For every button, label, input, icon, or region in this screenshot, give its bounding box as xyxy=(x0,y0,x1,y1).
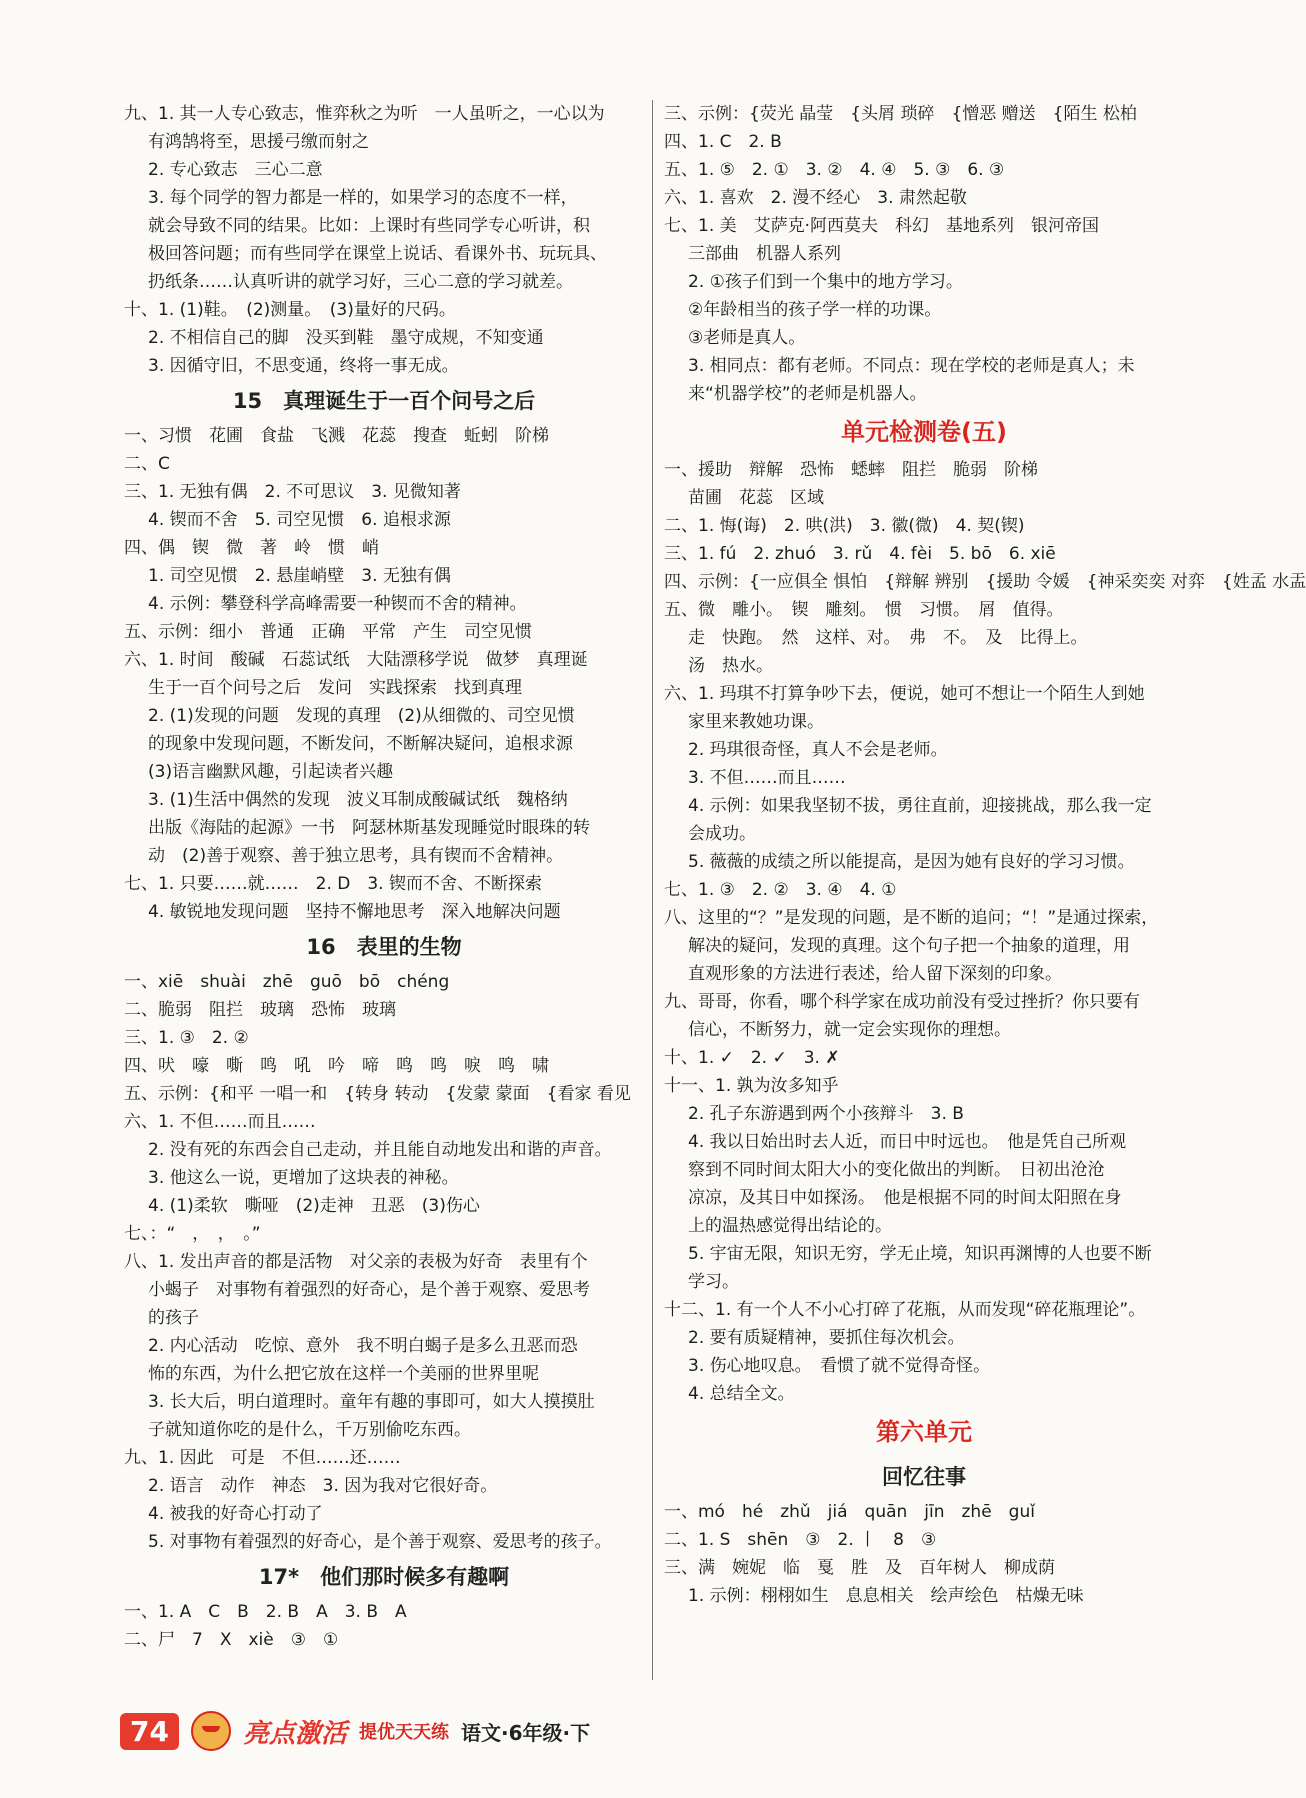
tagline: 提优天天练 xyxy=(358,1722,449,1743)
answer-line: 一、mó hé zhǔ jiá quān jīn zhē guǐ xyxy=(664,1502,1035,1522)
answer-line: 汤 热水。 xyxy=(688,656,773,676)
answer-line: 5. 宇宙无限，知识无穷，学无止境，知识再渊博的人也要不断 xyxy=(688,1244,1152,1264)
answer-line: 二、尸 7 X xiè ③ ① xyxy=(124,1630,339,1650)
answer-line: 走 快跑。 然 这样、对。 弗 不。 及 比得上。 xyxy=(688,628,1088,648)
answer-line: 十、1. ✓ 2. ✓ 3. ✗ xyxy=(664,1048,840,1068)
answer-line: 4. (1)柔软 嘶哑 (2)走神 丑恶 (3)伤心 xyxy=(148,1196,480,1216)
answer-line: 就会导致不同的结果。比如：上课时有些同学专心听讲，积 xyxy=(148,216,590,236)
answer-line: 二、1. S shēn ③ 2. 丨 8 ③ xyxy=(664,1530,937,1550)
answer-line: ②年龄相当的孩子学一样的功课。 xyxy=(688,300,942,320)
mascot-icon xyxy=(191,1711,231,1751)
answer-line: 直观形象的方法进行表述，给人留下深刻的印象。 xyxy=(688,964,1062,984)
answer-line: 4. 示例：攀登科学高峰需要一种锲而不舍的精神。 xyxy=(148,594,527,614)
answer-line: 六、1. 喜欢 2. 漫不经心 3. 肃然起敬 xyxy=(664,188,967,208)
answer-line: 四、1. C 2. B xyxy=(664,132,782,152)
answer-line: 2. 语言 动作 神态 3. 因为我对它很好奇。 xyxy=(148,1476,498,1496)
answer-line: 一、1. A C B 2. B A 3. B A xyxy=(124,1602,407,1622)
answer-line: 3. 因循守旧，不思变通，终将一事无成。 xyxy=(148,356,459,376)
answer-line: 十一、1. 孰为汝多知乎 xyxy=(664,1076,839,1096)
answer-line: 2. 没有死的东西会自己走动，并且能自动地发出和谐的声音。 xyxy=(148,1140,612,1160)
answer-line: 有鸿鹄将至，思援弓缴而射之 xyxy=(148,132,369,152)
answer-line: 苗圃 花蕊 区域 xyxy=(688,488,824,508)
answer-line: 极回答问题；而有些同学在课堂上说话、看课外书、玩玩具、 xyxy=(148,244,607,264)
answer-line: 4. 敏锐地发现问题 坚持不懈地思考 深入地解决问题 xyxy=(148,902,561,922)
page-number: 74 xyxy=(120,1713,179,1750)
answer-line: 2. 要有质疑精神，要抓住每次机会。 xyxy=(688,1328,965,1348)
answer-line: 4. 锲而不舍 5. 司空见惯 6. 追根求源 xyxy=(148,510,451,530)
answer-line: 怖的东西，为什么把它放在这样一个美丽的世界里呢 xyxy=(148,1364,539,1384)
answer-line: 4. 被我的好奇心打动了 xyxy=(148,1504,323,1524)
answer-line: 十、1. (1)鞋。 (2)测量。 (3)量好的尺码。 xyxy=(124,300,456,320)
answer-line: 上的温热感觉得出结论的。 xyxy=(688,1216,892,1236)
answer-line: 2. 内心活动 吃惊、意外 我不明白蝎子是多么丑恶而恐 xyxy=(148,1336,578,1356)
answer-line: 5. 薇薇的成绩之所以能提高，是因为她有良好的学习习惯。 xyxy=(688,852,1135,872)
answer-line: 察到不同时间太阳大小的变化做出的判断。 日初出沧沧 xyxy=(688,1160,1105,1180)
answer-line: 2. 不相信自己的脚 没买到鞋 墨守成规，不知变通 xyxy=(148,328,544,348)
answer-line: 2. 玛琪很奇怪，真人不会是老师。 xyxy=(688,740,948,760)
book-info: 语文·6年级·下 xyxy=(460,1720,591,1745)
answer-line: 八、这里的“？”是发现的问题，是不断的追问；“！”是通过探索， xyxy=(664,908,1159,928)
answer-line: 二、1. 悔(诲) 2. 哄(洪) 3. 徽(微) 4. 契(锲) xyxy=(664,516,1025,536)
answer-line: 4. 示例：如果我坚韧不拔，勇往直前，迎接挑战，那么我一定 xyxy=(688,796,1152,816)
answer-line: ③老师是真人。 xyxy=(688,328,806,348)
brand-logo: 亮点激活 xyxy=(242,1718,347,1749)
answer-line: 七、：“ ， ， 。” xyxy=(124,1224,261,1244)
answer-line: 一、xiē shuài zhē guō bō chéng xyxy=(124,972,450,992)
answer-line: 3. (1)生活中偶然的发现 波义耳制成酸碱试纸 魏格纳 xyxy=(148,790,568,810)
answer-line: 七、1. ③ 2. ② 3. ④ 4. ① xyxy=(664,880,897,900)
answer-line: 六、1. 不但……而且…… xyxy=(124,1112,316,1132)
answer-line: 凉凉，及其日中如探汤。 他是根据不同的时间太阳照在身 xyxy=(688,1188,1122,1208)
answer-line: 七、1. 美 艾萨克·阿西莫夫 科幻 基地系列 银河帝国 xyxy=(664,216,1100,236)
answer-line: 三部曲 机器人系列 xyxy=(688,244,841,264)
lesson-heading: 15 真理诞生于一百个问号之后 xyxy=(232,389,536,413)
answer-line: 小蝎子 对事物有着强烈的好奇心，是个善于观察、爱思考 xyxy=(148,1280,590,1300)
answer-line: 1. 司空见惯 2. 悬崖峭壁 3. 无独有偶 xyxy=(148,566,451,586)
answer-line: 四、吠 嚎 嘶 鸣 吼 吟 啼 鸣 鸣 唳 鸣 啸 xyxy=(124,1056,549,1076)
answer-line: 四、偶 锲 微 著 岭 惯 峭 xyxy=(124,538,379,558)
answer-line: 四、示例：{一应俱全 惧怕 {辩解 辨别 {援助 令媛 {神采奕奕 对弈 {姓孟 水盂 xyxy=(664,572,1306,592)
answer-line: 七、1. 只要……就…… 2. D 3. 锲而不舍、不断探索 xyxy=(124,874,542,894)
answer-line: 三、1. 无独有偶 2. 不可思议 3. 见微知著 xyxy=(124,482,461,502)
lesson-heading: 16 表里的生物 xyxy=(306,935,462,959)
section-heading: 单元检测卷(五) xyxy=(841,418,1007,446)
answer-line: 会成功。 xyxy=(688,824,756,844)
answer-line: (3)语言幽默风趣，引起读者兴趣 xyxy=(148,762,394,782)
answer-line: 5. 对事物有着强烈的好奇心，是个善于观察、爱思考的孩子。 xyxy=(148,1532,612,1552)
answer-line: 解决的疑问，发现的真理。这个句子把一个抽象的道理，用 xyxy=(688,936,1130,956)
column-divider xyxy=(652,100,653,1680)
answer-line: 4. 总结全文。 xyxy=(688,1384,795,1404)
answer-line: 九、1. 其一人专心致志，惟弈秋之为听 一人虽听之，一心以为 xyxy=(124,104,605,124)
answer-line: 十二、1. 有一个人不小心打碎了花瓶，从而发现“碎花瓶理论”。 xyxy=(664,1300,1146,1320)
left-column xyxy=(124,100,644,1654)
answer-line: 九、1. 因此 可是 不但……还…… xyxy=(124,1448,401,1468)
answer-line: 五、示例：{和平 一唱一和 {转身 转动 {发蒙 蒙面 {看家 看见 xyxy=(124,1084,631,1104)
answer-line: 3. 相同点：都有老师。不同点：现在学校的老师是真人；未 xyxy=(688,356,1135,376)
answer-line: 的孩子 xyxy=(148,1308,199,1328)
answer-line: 六、1. 玛琪不打算争吵下去，便说，她可不想让一个陌生人到她 xyxy=(664,684,1145,704)
lesson-heading: 17* 他们那时候多有趣啊 xyxy=(258,1565,510,1589)
answer-line: 3. 每个同学的智力都是一样的，如果学习的态度不一样， xyxy=(148,188,578,208)
answer-line: 学习。 xyxy=(688,1272,739,1292)
answer-line: 一、援助 辩解 恐怖 蟋蟀 阻拦 脆弱 阶梯 xyxy=(664,460,1038,480)
answer-line: 六、1. 时间 酸碱 石蕊试纸 大陆漂移学说 做梦 真理诞 xyxy=(124,650,588,670)
answer-line: 2. 专心致志 三心二意 xyxy=(148,160,323,180)
answer-line: 家里来教她功课。 xyxy=(688,712,824,732)
answer-line: 出版《海陆的起源》一书 阿瑟林斯基发现睡觉时眼珠的转 xyxy=(148,818,590,838)
answer-line: 3. 他这么一说，更增加了这块表的神秘。 xyxy=(148,1168,459,1188)
answer-line: 九、哥哥，你看，哪个科学家在成功前没有受过挫折？你只要有 xyxy=(664,992,1140,1012)
answer-line: 来“机器学校”的老师是机器人。 xyxy=(688,384,927,404)
answer-line: 三、满 婉妮 临 戛 胜 及 百年树人 柳成荫 xyxy=(664,1558,1055,1578)
answer-line: 的现象中发现问题，不断发问，不断解决疑问，追根求源 xyxy=(148,734,573,754)
answer-line: 2. 孔子东游遇到两个小孩辩斗 3. B xyxy=(688,1104,964,1124)
unit-heading: 第六单元 xyxy=(876,1418,972,1446)
answer-line: 1. 示例：栩栩如生 息息相关 绘声绘色 枯燥无味 xyxy=(688,1586,1084,1606)
answer-line: 生于一百个问号之后 发问 实践探索 找到真理 xyxy=(148,678,522,698)
page-footer xyxy=(120,1706,590,1756)
answer-line: 一、习惯 花圃 食盐 飞溅 花蕊 搜查 蚯蚓 阶梯 xyxy=(124,426,549,446)
answer-line: 五、微 雕小。 锲 雕刻。 惯 习惯。 屑 值得。 xyxy=(664,600,1064,620)
answer-line: 三、1. fú 2. zhuó 3. rǔ 4. fèi 5. bō 6. xiē xyxy=(664,544,1056,564)
answer-line: 五、1. ⑤ 2. ① 3. ② 4. ④ 5. ③ 6. ③ xyxy=(664,160,1005,180)
answer-line: 三、示例：{荧光 晶莹 {头屑 琐碎 {憎恶 赠送 {陌生 松柏 xyxy=(664,104,1137,124)
answer-line: 2. (1)发现的问题 发现的真理 (2)从细微的、司空见惯 xyxy=(148,706,575,726)
answer-line: 信心，不断努力，就一定会实现你的理想。 xyxy=(688,1020,1011,1040)
answer-line: 4. 我以日始出时去人近，而日中时远也。 他是凭自己所观 xyxy=(688,1132,1127,1152)
answer-line: 3. 不但……而且…… xyxy=(688,768,846,788)
answer-line: 八、1. 发出声音的都是活物 对父亲的表极为好奇 表里有个 xyxy=(124,1252,588,1272)
answer-line: 子就知道你吃的是什么，千万别偷吃东西。 xyxy=(148,1420,471,1440)
answer-line: 五、示例：细小 普通 正确 平常 产生 司空见惯 xyxy=(124,622,532,642)
answer-line: 2. ①孩子们到一个集中的地方学习。 xyxy=(688,272,963,292)
answer-line: 动 (2)善于观察、善于独立思考，具有锲而不舍精神。 xyxy=(148,846,564,866)
answer-line: 扔纸条……认真听讲的就学习好，三心二意的学习就差。 xyxy=(148,272,573,292)
lesson-heading: 回忆往事 xyxy=(882,1465,966,1489)
answer-line: 二、C xyxy=(124,454,170,474)
right-column xyxy=(664,100,1306,1610)
answer-line: 3. 长大后，明白道理时。童年有趣的事即可，如大人摸摸肚 xyxy=(148,1392,595,1412)
answer-line: 二、脆弱 阻拦 玻璃 恐怖 玻璃 xyxy=(124,1000,396,1020)
answer-line: 3. 伤心地叹息。 看惯了就不觉得奇怪。 xyxy=(688,1356,991,1376)
answer-line: 三、1. ③ 2. ② xyxy=(124,1028,249,1048)
